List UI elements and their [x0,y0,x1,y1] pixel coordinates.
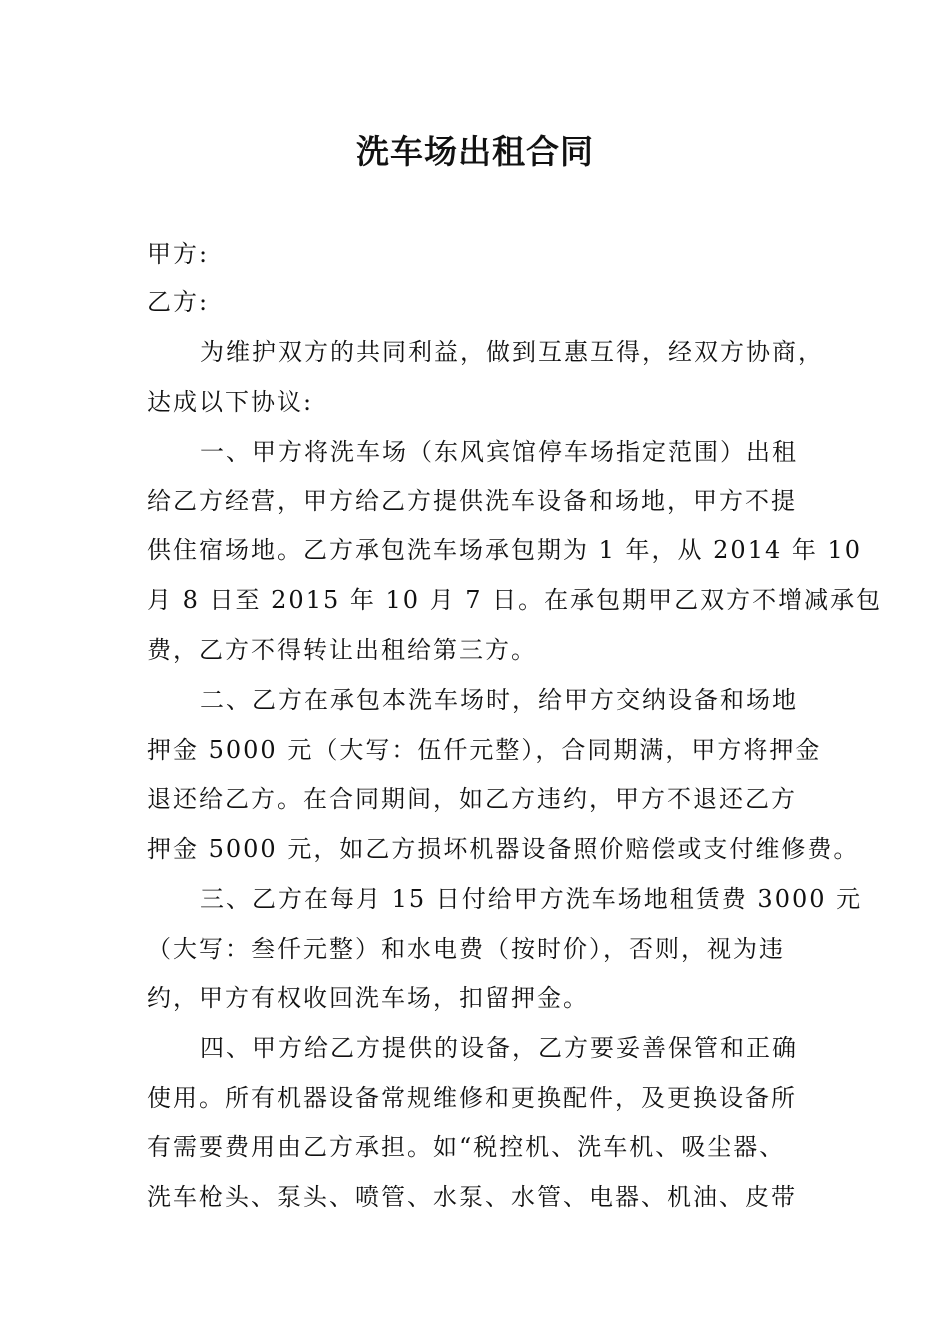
body-line-text: 一、甲方将洗车场（东风宾馆停车场指定范围）出租 [200,438,798,466]
party-a-label: 甲方: [147,240,210,268]
body-line-text: 使用。所有机器设备常规维修和更换配件，及更换设备所 [147,1084,797,1112]
body-line-text: 退还给乙方。在合同期间，如乙方违约，甲方不退还乙方 [147,785,797,813]
body-line-text: 三、乙方在每月 15 日付给甲方洗车场地租赁费 3000 元 [200,885,863,913]
body-line-text: 月 8 日至 2015 年 10 月 7 日。在承包期甲乙双方不增减承包 [147,586,883,614]
body-line-text: 约，甲方有权收回洗车场，扣留押金。 [147,984,589,1012]
body-line-text: 押金 5000 元（大写：伍仟元整），合同期满，甲方将押金 [147,736,822,764]
party-b-label: 乙方: [147,288,210,316]
body-line-text: 有需要费用由乙方承担。如“税控机、洗车机、吸尘器、 [147,1133,786,1161]
body-line-text: 给乙方经营，甲方给乙方提供洗车设备和场地，甲方不提 [147,487,797,515]
body-line-text: 二、乙方在承包本洗车场时，给甲方交纳设备和场地 [200,686,798,714]
body-line-text: 为维护双方的共同利益，做到互惠互得，经双方协商， [200,338,824,366]
body-line-text: （大写：叁仟元整）和水电费（按时价），否则，视为违 [147,935,785,963]
body-line-text: 达成以下协议: [147,388,314,416]
body-line-text: 供住宿场地。乙方承包洗车场承包期为 1 年，从 2014 年 10 [147,536,863,564]
page-title: 洗车场出租合同 [356,132,594,171]
body-line-text: 洗车枪头、泵头、喷管、水泵、水管、电器、机油、皮带 [147,1183,797,1211]
body-line-text: 四、甲方给乙方提供的设备，乙方要妥善保管和正确 [200,1034,798,1062]
body-line-text: 费，乙方不得转让出租给第三方。 [147,636,537,664]
body-line-text: 押金 5000 元，如乙方损坏机器设备照价赔偿或支付维修费。 [147,835,860,863]
